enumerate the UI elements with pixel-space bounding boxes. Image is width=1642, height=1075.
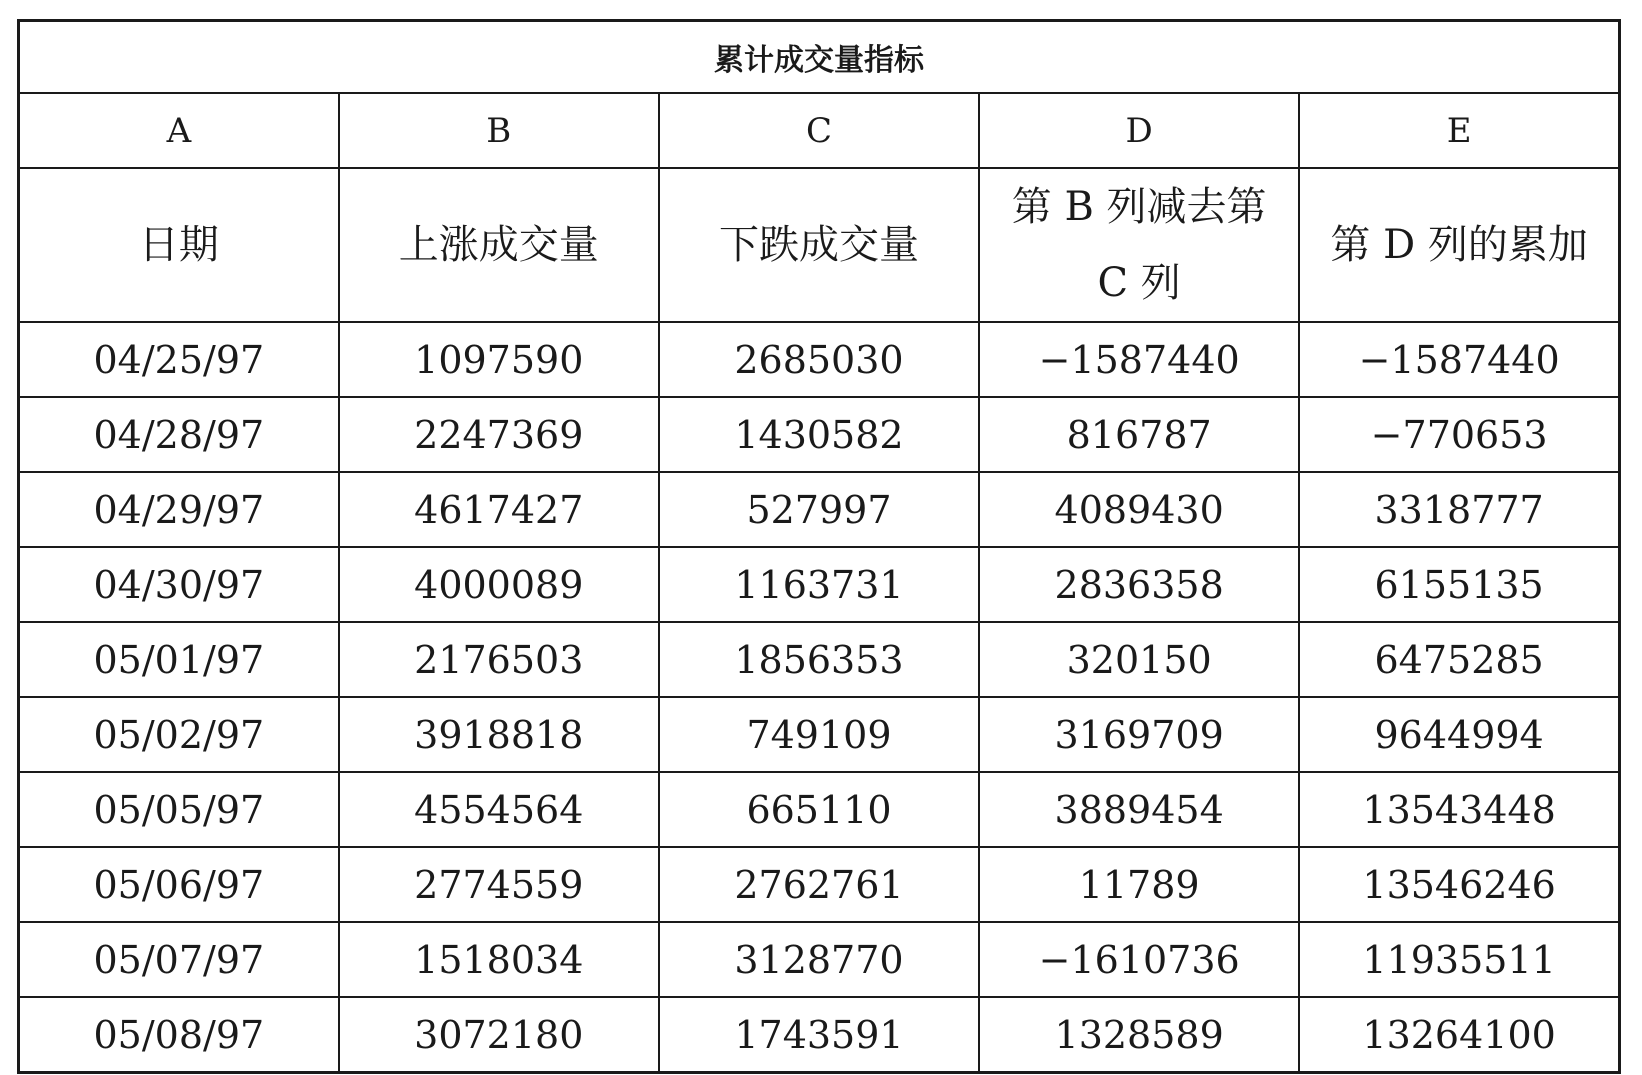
column-letter-c: C <box>659 93 979 168</box>
table-row <box>19 472 1620 547</box>
table-row <box>19 847 1620 922</box>
column-header-row <box>19 168 1620 322</box>
column-letter-row <box>19 93 1620 168</box>
table-row <box>19 997 1620 1073</box>
cell-date: 04/25/97 <box>19 322 339 397</box>
column-letter-b: B <box>339 93 659 168</box>
cell-date: 05/07/97 <box>19 922 339 997</box>
cell-date: 05/05/97 <box>19 772 339 847</box>
cell-up-volume: 2247369 <box>339 397 659 472</box>
cell-difference: −1610736 <box>979 922 1299 997</box>
cell-up-volume: 1518034 <box>339 922 659 997</box>
cumulative-volume-table <box>17 19 1621 1074</box>
cell-down-volume: 1163731 <box>659 547 979 622</box>
cell-down-volume: 1743591 <box>659 997 979 1073</box>
column-letter-e: E <box>1299 93 1619 168</box>
cell-cumulative: 13543448 <box>1299 772 1619 847</box>
cell-up-volume: 2774559 <box>339 847 659 922</box>
table-row <box>19 697 1620 772</box>
table-row <box>19 772 1620 847</box>
cell-cumulative: 3318777 <box>1299 472 1619 547</box>
header-cumulative-d: 第 D 列的累加 <box>1299 168 1619 322</box>
cell-difference: 3169709 <box>979 697 1299 772</box>
cell-cumulative: −770653 <box>1299 397 1619 472</box>
column-letter-d: D <box>979 93 1299 168</box>
table-row <box>19 322 1620 397</box>
cell-difference: 11789 <box>979 847 1299 922</box>
table-row <box>19 397 1620 472</box>
cell-cumulative: 11935511 <box>1299 922 1619 997</box>
cell-up-volume: 4554564 <box>339 772 659 847</box>
cell-down-volume: 2685030 <box>659 322 979 397</box>
table-row <box>19 622 1620 697</box>
cell-date: 04/29/97 <box>19 472 339 547</box>
header-down-volume: 下跌成交量 <box>659 168 979 322</box>
cell-difference: 1328589 <box>979 997 1299 1073</box>
cell-difference: 816787 <box>979 397 1299 472</box>
cell-down-volume: 3128770 <box>659 922 979 997</box>
cell-date: 05/08/97 <box>19 997 339 1073</box>
table-body <box>19 322 1620 1073</box>
cell-date: 05/06/97 <box>19 847 339 922</box>
cell-down-volume: 527997 <box>659 472 979 547</box>
cell-date: 05/01/97 <box>19 622 339 697</box>
table-row <box>19 922 1620 997</box>
cell-difference: −1587440 <box>979 322 1299 397</box>
cell-date: 05/02/97 <box>19 697 339 772</box>
cell-down-volume: 1430582 <box>659 397 979 472</box>
cell-date: 04/28/97 <box>19 397 339 472</box>
cell-down-volume: 665110 <box>659 772 979 847</box>
header-up-volume: 上涨成交量 <box>339 168 659 322</box>
column-letter-a: A <box>19 93 339 168</box>
table-row <box>19 547 1620 622</box>
cell-down-volume: 749109 <box>659 697 979 772</box>
cell-up-volume: 3918818 <box>339 697 659 772</box>
cell-cumulative: −1587440 <box>1299 322 1619 397</box>
header-date: 日期 <box>19 168 339 322</box>
cell-up-volume: 4617427 <box>339 472 659 547</box>
cell-difference: 320150 <box>979 622 1299 697</box>
header-b-minus-c: 第 B 列减去第 C 列 <box>979 168 1299 322</box>
cell-up-volume: 1097590 <box>339 322 659 397</box>
cell-difference: 3889454 <box>979 772 1299 847</box>
cell-difference: 4089430 <box>979 472 1299 547</box>
cell-up-volume: 3072180 <box>339 997 659 1073</box>
cell-down-volume: 1856353 <box>659 622 979 697</box>
cell-cumulative: 13264100 <box>1299 997 1619 1073</box>
cell-cumulative: 9644994 <box>1299 697 1619 772</box>
table-title: 累计成交量指标 <box>19 21 1620 94</box>
cell-cumulative: 6475285 <box>1299 622 1619 697</box>
cell-up-volume: 2176503 <box>339 622 659 697</box>
cell-difference: 2836358 <box>979 547 1299 622</box>
cell-cumulative: 13546246 <box>1299 847 1619 922</box>
cell-cumulative: 6155135 <box>1299 547 1619 622</box>
cell-date: 04/30/97 <box>19 547 339 622</box>
cell-up-volume: 4000089 <box>339 547 659 622</box>
table-title-row <box>19 21 1620 94</box>
cell-down-volume: 2762761 <box>659 847 979 922</box>
